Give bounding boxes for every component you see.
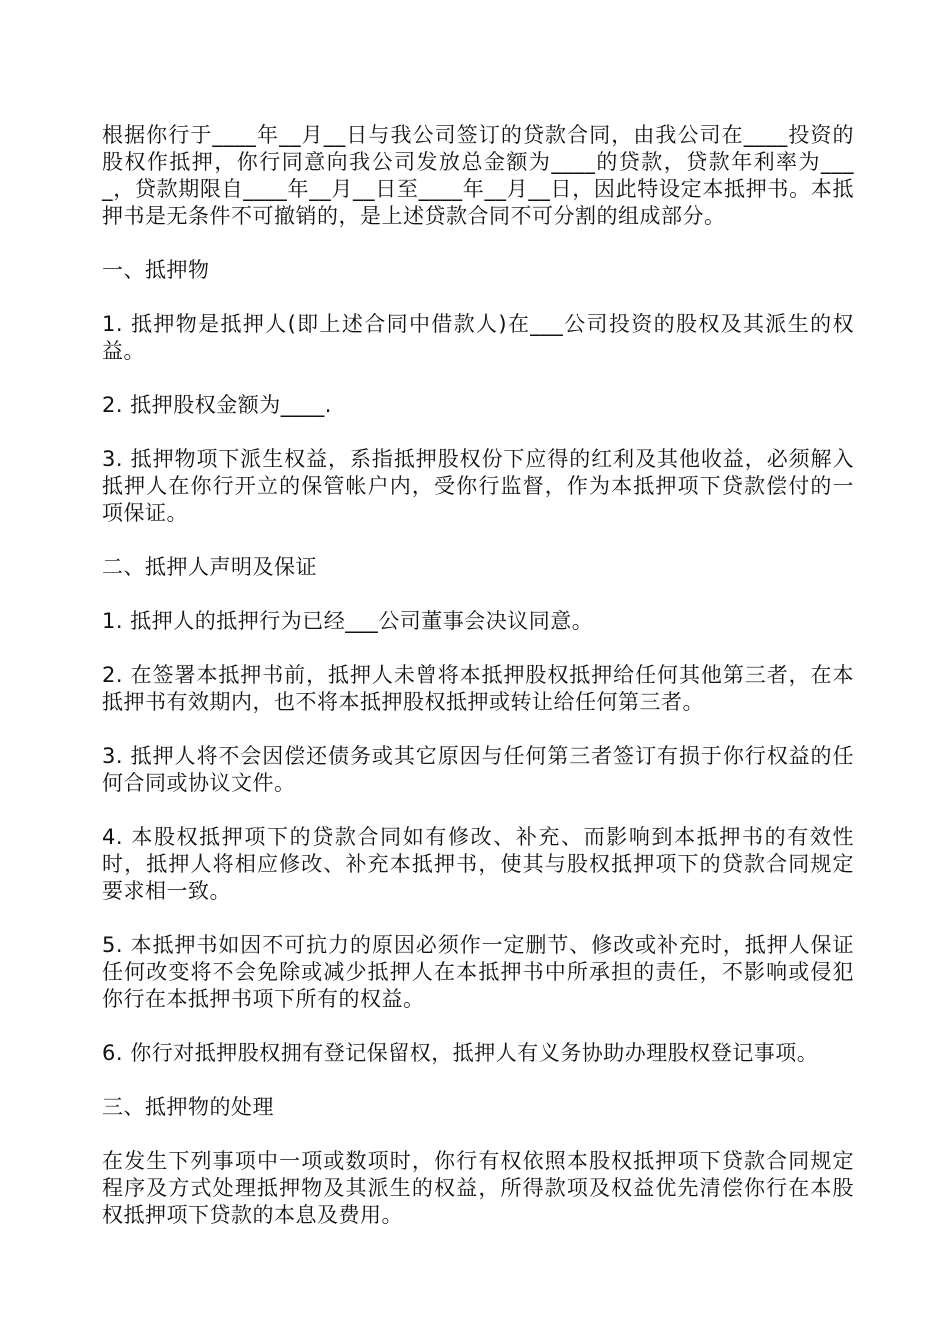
section-1-item-1: 1. 抵押物是抵押人(即上述合同中借款人)在___公司投资的股权及其派生的权益。 bbox=[102, 312, 854, 363]
section-2-title: 二、抵押人声明及保证 bbox=[102, 555, 317, 579]
section-2-item-5: 5. 本抵押书如因不可抗力的原因必须作一定删节、修改或补充时，抵押人保证任何改变将不会免除或减少抵押人在本抵押书中所承担的责任，不影响或侵犯你行在本抵押书项下所有的权益。 bbox=[102, 933, 854, 1011]
document-page bbox=[102, 122, 854, 1256]
section-3-title: 三、抵押物的处理 bbox=[102, 1095, 274, 1119]
section-2-item-3: 3. 抵押人将不会因偿还债务或其它原因与任何第三者签订有损于你行权益的任何合同或协议文件。 bbox=[102, 744, 854, 795]
section-2-item-4: 4. 本股权抵押项下的贷款合同如有修改、补充、而影响到本抵押书的有效性时，抵押人将相应修改、补充本抵押书，使其与股权抵押项下的贷款合同规定要求相一致。 bbox=[102, 825, 854, 903]
section-1-item-3: 3. 抵押物项下派生权益，系指抵押股权份下应得的红利及其他收益，必须解入抵押人在你行开立的保管帐户内，受你行监督，作为本抵押项下贷款偿付的一项保证。 bbox=[102, 447, 854, 525]
section-2-item-6: 6. 你行对抵押股权拥有登记保留权，抵押人有义务协助办理股权登记事项。 bbox=[102, 1041, 819, 1065]
intro-paragraph: 根据你行于____年__月__日与我公司签订的贷款合同，由我公司在____投资的股权作抵押，你行同意向我公司发放总金额为____的贷款，贷款年利率为____，贷款期限自____年__月__日至____年__月__日，因此特设定本抵押书。本抵押书是无条件不可撤销的，是上述贷款合同不可分割的组成部分。 bbox=[102, 123, 854, 228]
section-2-item-1: 1. 抵押人的抵押行为已经___公司董事会决议同意。 bbox=[102, 609, 594, 633]
section-3-body: 在发生下列事项中一项或数项时，你行有权依照本股权抵押项下贷款合同规定程序及方式处理抵押物及其派生的权益，所得款项及权益优先清偿你行在本股权抵押项下贷款的本息及费用。 bbox=[102, 1149, 854, 1227]
section-1-item-2: 2. 抵押股权金额为____. bbox=[102, 393, 332, 417]
section-1-title: 一、抵押物 bbox=[102, 258, 210, 282]
section-2-item-2: 2. 在签署本抵押书前，抵押人未曾将本抵押股权抵押给任何其他第三者，在本抵押书有效期内，也不将本抵押股权抵押或转让给任何第三者。 bbox=[102, 663, 854, 714]
